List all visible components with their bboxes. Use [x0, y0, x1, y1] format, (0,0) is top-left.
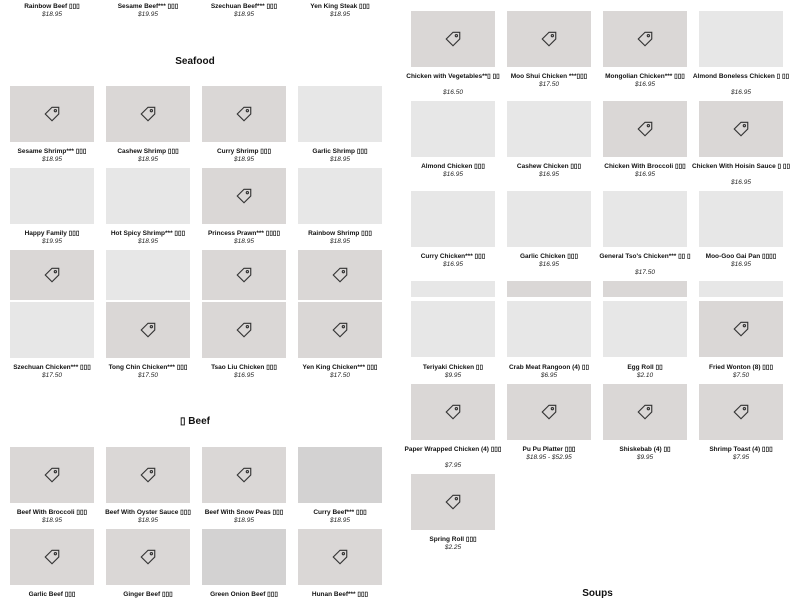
menu-item-price: $19.95 [42, 238, 62, 245]
menu-item-name[interactable]: Fried Wonton (8) ▯▯▯ [708, 364, 774, 371]
menu-item-name[interactable]: Garlic Chicken ▯▯▯ [519, 253, 579, 260]
menu-item-price: $18.95 [330, 156, 350, 163]
price-tag-icon [540, 403, 558, 421]
menu-item-price: $17.50 [42, 372, 62, 379]
menu-item-name[interactable]: Garlic Shrimp ▯▯▯ [312, 148, 368, 155]
menu-item-image[interactable] [507, 301, 591, 357]
menu-item-image[interactable] [603, 281, 687, 297]
menu-item-name[interactable]: Curry Chicken*** ▯▯▯ [420, 253, 486, 260]
menu-item-name[interactable]: Rainbow Shrimp ▯▯▯ [308, 230, 372, 237]
menu-item-name[interactable]: Sesame Beef*** ▯▯▯ [117, 3, 179, 10]
menu-item-name[interactable]: Curry Beef*** ▯▯▯ [313, 509, 367, 516]
menu-item-price: $17.50 [330, 372, 350, 379]
menu-item-name[interactable]: Chicken With Hoisin Sauce ▯ ▯▯ [691, 163, 791, 170]
price-tag-icon [444, 493, 462, 511]
menu-item-price: $16.95 [443, 171, 463, 178]
price-tag-icon [540, 30, 558, 48]
price-tag-icon [43, 266, 61, 284]
menu-item-name[interactable]: Yen King Chicken*** ▯▯▯ [302, 364, 378, 371]
menu-item-name[interactable]: Szechuan Beef*** ▯▯▯ [210, 3, 278, 10]
price-tag-icon [331, 548, 349, 566]
menu-item-image[interactable] [10, 529, 94, 585]
menu-item-price: $16.95 [539, 171, 559, 178]
menu-item-name[interactable]: Szechuan Chicken*** ▯▯▯ [13, 364, 91, 371]
menu-item-image[interactable] [202, 302, 286, 358]
price-tag-icon [636, 30, 654, 48]
menu-item-image[interactable] [699, 191, 783, 247]
menu-item-image[interactable] [411, 384, 495, 440]
menu-item-image[interactable] [603, 101, 687, 157]
price-tag-icon [235, 466, 253, 484]
menu-item-image[interactable] [603, 384, 687, 440]
section-heading-beef: ▯ Beef [180, 416, 210, 427]
menu-item-name[interactable]: Ginger Beef ▯▯▯ [123, 591, 173, 598]
menu-item-name[interactable]: Moo-Goo Gai Pan ▯▯▯▯ [705, 253, 777, 260]
menu-item-image[interactable] [699, 384, 783, 440]
price-tag-icon [235, 187, 253, 205]
menu-item-price: $18.95 - $52.95 [526, 454, 572, 461]
menu-item-image[interactable] [10, 447, 94, 503]
menu-item-price: $9.95 [444, 372, 462, 379]
menu-item-name[interactable]: Spring Roll ▯▯▯ [429, 536, 477, 543]
menu-item-price: $2.10 [636, 372, 654, 379]
menu-item-price: $7.95 [444, 462, 462, 469]
menu-item-price: $16.95 [635, 81, 655, 88]
price-tag-icon [235, 266, 253, 284]
price-tag-icon [732, 320, 750, 338]
menu-item-image[interactable] [507, 281, 591, 297]
menu-item-image[interactable] [411, 191, 495, 247]
menu-item-price: $17.50 [138, 372, 158, 379]
price-tag-icon [139, 321, 157, 339]
menu-item-price: $18.95 [42, 517, 62, 524]
menu-item-image[interactable] [202, 529, 286, 585]
menu-item-image[interactable] [298, 447, 382, 503]
menu-item-name[interactable]: Chicken with Vegetables**▯ ▯▯ [406, 73, 500, 80]
section-heading-seafood: Seafood [175, 56, 215, 67]
menu-item-name[interactable]: Hunan Beef*** ▯▯▯ [311, 591, 369, 598]
menu-item-image[interactable] [411, 301, 495, 357]
menu-item-image[interactable] [699, 281, 783, 297]
menu-item-price: $16.95 [731, 179, 751, 186]
menu-item-image[interactable] [507, 191, 591, 247]
menu-item-price: $16.95 [234, 372, 254, 379]
menu-item-image[interactable] [699, 101, 783, 157]
menu-item-price: $16.95 [539, 261, 559, 268]
price-tag-icon [636, 403, 654, 421]
menu-item-name[interactable]: Paper Wrapped Chicken (4) ▯▯▯ [404, 446, 502, 453]
menu-item-image[interactable] [298, 302, 382, 358]
menu-item-price: $18.95 [234, 11, 254, 18]
menu-item-price: $18.95 [42, 156, 62, 163]
menu-item-price: $18.95 [138, 156, 158, 163]
menu-item-name[interactable]: Moo Shui Chicken ***▯▯▯ [510, 73, 588, 80]
menu-item-name[interactable]: Teriyaki Chicken ▯▯ [422, 364, 484, 371]
menu-item-price: $17.50 [539, 81, 559, 88]
menu-item-image[interactable] [603, 301, 687, 357]
menu-item-name[interactable]: Happy Family ▯▯▯ [24, 230, 80, 237]
menu-item-name[interactable]: Almond Boneless Chicken ▯ ▯▯ [692, 73, 790, 80]
menu-item-image[interactable] [202, 250, 286, 300]
menu-item-price: $16.50 [443, 89, 463, 96]
price-tag-icon [43, 548, 61, 566]
menu-item-image[interactable] [298, 168, 382, 224]
menu-item-price: $18.95 [234, 517, 254, 524]
menu-item-name[interactable]: Beef With Snow Peas ▯▯▯ [204, 509, 284, 516]
menu-item-image[interactable] [202, 168, 286, 224]
menu-item-name[interactable]: Egg Roll ▯▯ [627, 364, 663, 371]
menu-item-name[interactable]: Hot Spicy Shrimp*** ▯▯▯ [110, 230, 186, 237]
menu-item-image[interactable] [106, 447, 190, 503]
menu-item-image[interactable] [106, 529, 190, 585]
price-tag-icon [636, 120, 654, 138]
menu-item-name[interactable]: Beef With Oyster Sauce ▯▯▯ [105, 509, 191, 516]
menu-item-price: $17.50 [635, 269, 655, 276]
price-tag-icon [139, 466, 157, 484]
menu-item-image[interactable] [298, 250, 382, 300]
menu-item-price: $18.95 [42, 11, 62, 18]
menu-item-image[interactable] [10, 250, 94, 300]
menu-item-price: $18.95 [330, 238, 350, 245]
menu-item-name[interactable]: Curry Shrimp ▯▯▯ [216, 148, 272, 155]
menu-item-image[interactable] [298, 86, 382, 142]
menu-item-price: $9.95 [636, 454, 654, 461]
menu-item-name[interactable]: Shrimp Toast (4) ▯▯▯ [709, 446, 773, 453]
menu-item-image[interactable] [106, 302, 190, 358]
menu-item-name[interactable]: Rainbow Beef ▯▯▯ [24, 3, 80, 10]
price-tag-icon [732, 120, 750, 138]
menu-item-name[interactable]: Cashew Chicken ▯▯▯ [516, 163, 582, 170]
price-tag-icon [43, 466, 61, 484]
menu-item-price: $16.95 [443, 261, 463, 268]
menu-item-price: $18.95 [138, 238, 158, 245]
menu-item-price: $16.95 [731, 261, 751, 268]
menu-item-image[interactable] [411, 101, 495, 157]
price-tag-icon [43, 105, 61, 123]
menu-item-image[interactable] [10, 86, 94, 142]
menu-item-name[interactable]: Green Onion Beef ▯▯▯ [210, 591, 278, 598]
menu-item-image[interactable] [106, 168, 190, 224]
menu-item-name[interactable]: Cashew Shrimp ▯▯▯ [117, 148, 179, 155]
menu-item-image[interactable] [298, 529, 382, 585]
menu-item-name[interactable]: Mongolian Chicken*** ▯▯▯ [605, 73, 685, 80]
price-tag-icon [139, 548, 157, 566]
menu-item-image[interactable] [411, 281, 495, 297]
menu-item-image[interactable] [603, 11, 687, 67]
menu-item-image[interactable] [202, 86, 286, 142]
menu-item-price: $18.95 [234, 238, 254, 245]
menu-item-image[interactable] [507, 11, 591, 67]
menu-item-name[interactable]: Shiskebab (4) ▯▯ [619, 446, 671, 453]
price-tag-icon [444, 403, 462, 421]
price-tag-icon [331, 321, 349, 339]
price-tag-icon [331, 266, 349, 284]
menu-item-image[interactable] [507, 101, 591, 157]
price-tag-icon [235, 105, 253, 123]
menu-item-name[interactable]: Garlic Beef ▯▯▯ [28, 591, 76, 598]
menu-item-image[interactable] [507, 384, 591, 440]
price-tag-icon [139, 105, 157, 123]
menu-item-image[interactable] [411, 11, 495, 67]
menu-item-price: $2.25 [444, 544, 462, 551]
menu-item-price: $19.95 [138, 11, 158, 18]
menu-item-price: $18.95 [330, 11, 350, 18]
menu-item-price: $18.95 [234, 156, 254, 163]
menu-item-name[interactable]: Beef With Broccoli ▯▯▯ [16, 509, 88, 516]
menu-item-name[interactable]: Sesame Shrimp*** ▯▯▯ [17, 148, 87, 155]
menu-item-name[interactable]: Tsao Liu Chicken ▯▯▯ [211, 364, 277, 371]
price-tag-icon [444, 30, 462, 48]
menu-item-price: $7.95 [732, 454, 750, 461]
menu-item-name[interactable]: Princess Prawn*** ▯▯▯▯ [207, 230, 281, 237]
menu-item-price: $16.95 [731, 89, 751, 96]
menu-item-image[interactable] [10, 302, 94, 358]
menu-item-price: $16.95 [635, 171, 655, 178]
menu-item-price: $7.50 [732, 372, 750, 379]
menu-item-name[interactable]: Yen King Steak ▯▯▯ [310, 3, 370, 10]
menu-item-name[interactable]: Almond Chicken ▯▯▯ [421, 163, 485, 170]
menu-item-image[interactable] [106, 86, 190, 142]
menu-item-image[interactable] [603, 191, 687, 247]
menu-item-image[interactable] [10, 168, 94, 224]
section-heading-soups: Soups [582, 588, 613, 599]
menu-item-price: $6.95 [540, 372, 558, 379]
menu-item-image[interactable] [699, 301, 783, 357]
menu-item-image[interactable] [699, 11, 783, 67]
menu-item-price: $18.95 [330, 517, 350, 524]
price-tag-icon [732, 403, 750, 421]
menu-item-name[interactable]: Crab Meat Rangoon (4) ▯▯ [508, 364, 590, 371]
menu-item-image[interactable] [106, 250, 190, 300]
menu-item-price: $18.95 [138, 517, 158, 524]
menu-item-name[interactable]: Tong Chin Chicken*** ▯▯▯ [108, 364, 188, 371]
menu-item-name[interactable]: Chicken With Broccoli ▯▯▯ [604, 163, 686, 170]
menu-item-name[interactable]: General Tso's Chicken*** ▯▯ ▯ [599, 253, 691, 260]
price-tag-icon [235, 321, 253, 339]
menu-item-image[interactable] [411, 474, 495, 530]
menu-item-name[interactable]: Pu Pu Platter ▯▯▯ [522, 446, 576, 453]
menu-item-image[interactable] [202, 447, 286, 503]
